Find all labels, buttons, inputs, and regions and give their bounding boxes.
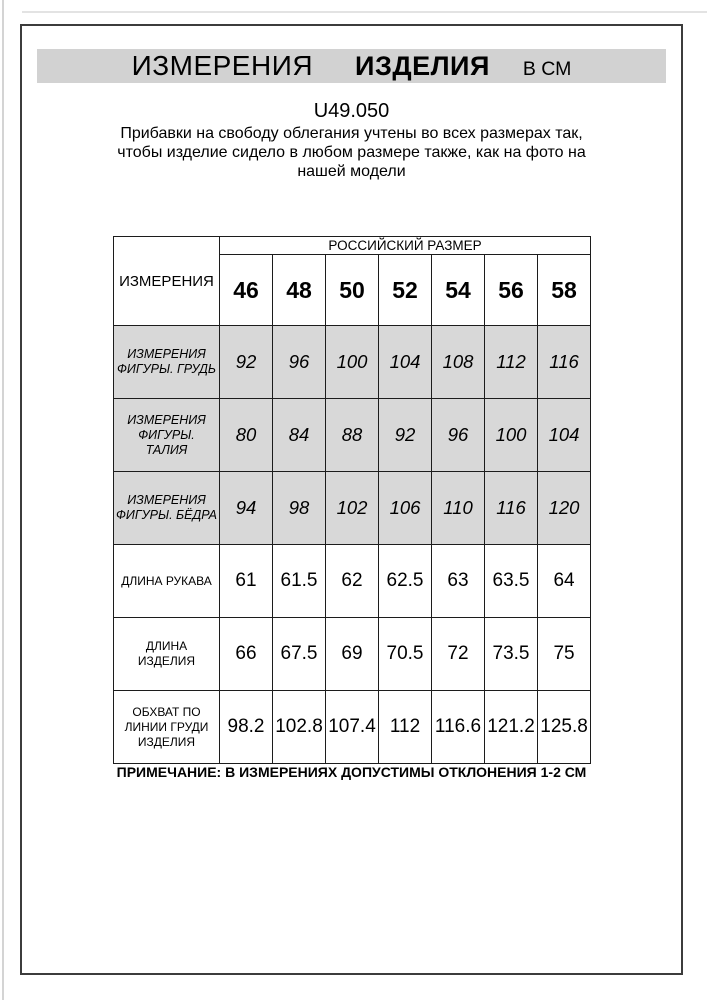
- value-cell: 112: [379, 691, 432, 764]
- value-cell: 112: [485, 326, 538, 399]
- value-cell: 72: [432, 618, 485, 691]
- value-cell: 106: [379, 472, 432, 545]
- value-cell: 64: [538, 545, 591, 618]
- value-cell: 102.8: [273, 691, 326, 764]
- value-cell: 62.5: [379, 545, 432, 618]
- title-product: ИЗДЕЛИЯ: [355, 51, 490, 81]
- page-edge-line-top: [22, 11, 707, 13]
- size-header-cell: 54: [432, 255, 485, 326]
- value-cell: 63: [432, 545, 485, 618]
- description-line: чтобы изделие сидело в любом размере также, как на фото на: [117, 144, 586, 161]
- russian-size-group-header: РОССИЙСКИЙ РАЗМЕР: [220, 237, 591, 255]
- row-label: ИЗМЕРЕНИЯ ФИГУРЫ. ГРУДЬ: [114, 326, 220, 399]
- size-group-row: [114, 237, 591, 255]
- value-cell: 104: [379, 326, 432, 399]
- value-cell: 67.5: [273, 618, 326, 691]
- value-cell: 121.2: [485, 691, 538, 764]
- article-number: U49.050: [313, 100, 390, 122]
- value-cell: 100: [326, 326, 379, 399]
- value-cell: 96: [432, 399, 485, 472]
- description-paragraph: [22, 124, 681, 181]
- value-cell: 75: [538, 618, 591, 691]
- value-cell: 88: [326, 399, 379, 472]
- value-cell: 104: [538, 399, 591, 472]
- table-row: [114, 545, 591, 618]
- value-cell: 61: [220, 545, 273, 618]
- size-header-cell: 48: [273, 255, 326, 326]
- title-measurements: ИЗМЕРЕНИЯ: [131, 50, 314, 81]
- value-cell: 107.4: [326, 691, 379, 764]
- size-header-cell: 46: [220, 255, 273, 326]
- value-cell: 94: [220, 472, 273, 545]
- row-label: ДЛИНА РУКАВА: [114, 545, 220, 618]
- value-cell: 92: [220, 326, 273, 399]
- table-row: [114, 472, 591, 545]
- size-header-cell: 50: [326, 255, 379, 326]
- value-cell: 120: [538, 472, 591, 545]
- row-label: ИЗМЕРЕНИЯ ФИГУРЫ. ТАЛИЯ: [114, 399, 220, 472]
- value-cell: 96: [273, 326, 326, 399]
- size-header-cell: 52: [379, 255, 432, 326]
- value-cell: 92: [379, 399, 432, 472]
- table-row: [114, 618, 591, 691]
- description-line: нашей модели: [297, 163, 406, 180]
- value-cell: 125.8: [538, 691, 591, 764]
- value-cell: 116: [538, 326, 591, 399]
- value-cell: 98.2: [220, 691, 273, 764]
- value-cell: 110: [432, 472, 485, 545]
- table-row: [114, 691, 591, 764]
- value-cell: 84: [273, 399, 326, 472]
- row-label: ОБХВАТ ПО ЛИНИИ ГРУДИ ИЗДЕЛИЯ: [114, 691, 220, 764]
- measurements-column-header: ИЗМЕРЕНИЯ: [114, 237, 220, 326]
- table-row: [114, 326, 591, 399]
- value-cell: 100: [485, 399, 538, 472]
- value-cell: 108: [432, 326, 485, 399]
- title-bar: [37, 49, 666, 83]
- page-edge-line-left: [2, 0, 4, 1000]
- value-cell: 70.5: [379, 618, 432, 691]
- value-cell: 102: [326, 472, 379, 545]
- page-border-frame: [20, 24, 683, 975]
- row-label: ДЛИНА ИЗДЕЛИЯ: [114, 618, 220, 691]
- value-cell: 63.5: [485, 545, 538, 618]
- description-line: Прибавки на свободу облегания учтены во всех размерах так,: [120, 125, 583, 142]
- table-row: [114, 399, 591, 472]
- value-cell: 73.5: [485, 618, 538, 691]
- value-cell: 66: [220, 618, 273, 691]
- size-chart-table: [113, 236, 591, 764]
- value-cell: 69: [326, 618, 379, 691]
- size-header-cell: 56: [485, 255, 538, 326]
- value-cell: 98: [273, 472, 326, 545]
- value-cell: 62: [326, 545, 379, 618]
- tolerance-note: ПРИМЕЧАНИЕ: В ИЗМЕРЕНИЯХ ДОПУСТИМЫ ОТКЛОНЕНИЯ 1-2 СМ: [116, 764, 587, 780]
- value-cell: 61.5: [273, 545, 326, 618]
- size-header-cell: 58: [538, 255, 591, 326]
- value-cell: 80: [220, 399, 273, 472]
- title-unit: В СМ: [522, 58, 572, 80]
- value-cell: 116.6: [432, 691, 485, 764]
- value-cell: 116: [485, 472, 538, 545]
- row-label: ИЗМЕРЕНИЯ ФИГУРЫ. БЁДРА: [114, 472, 220, 545]
